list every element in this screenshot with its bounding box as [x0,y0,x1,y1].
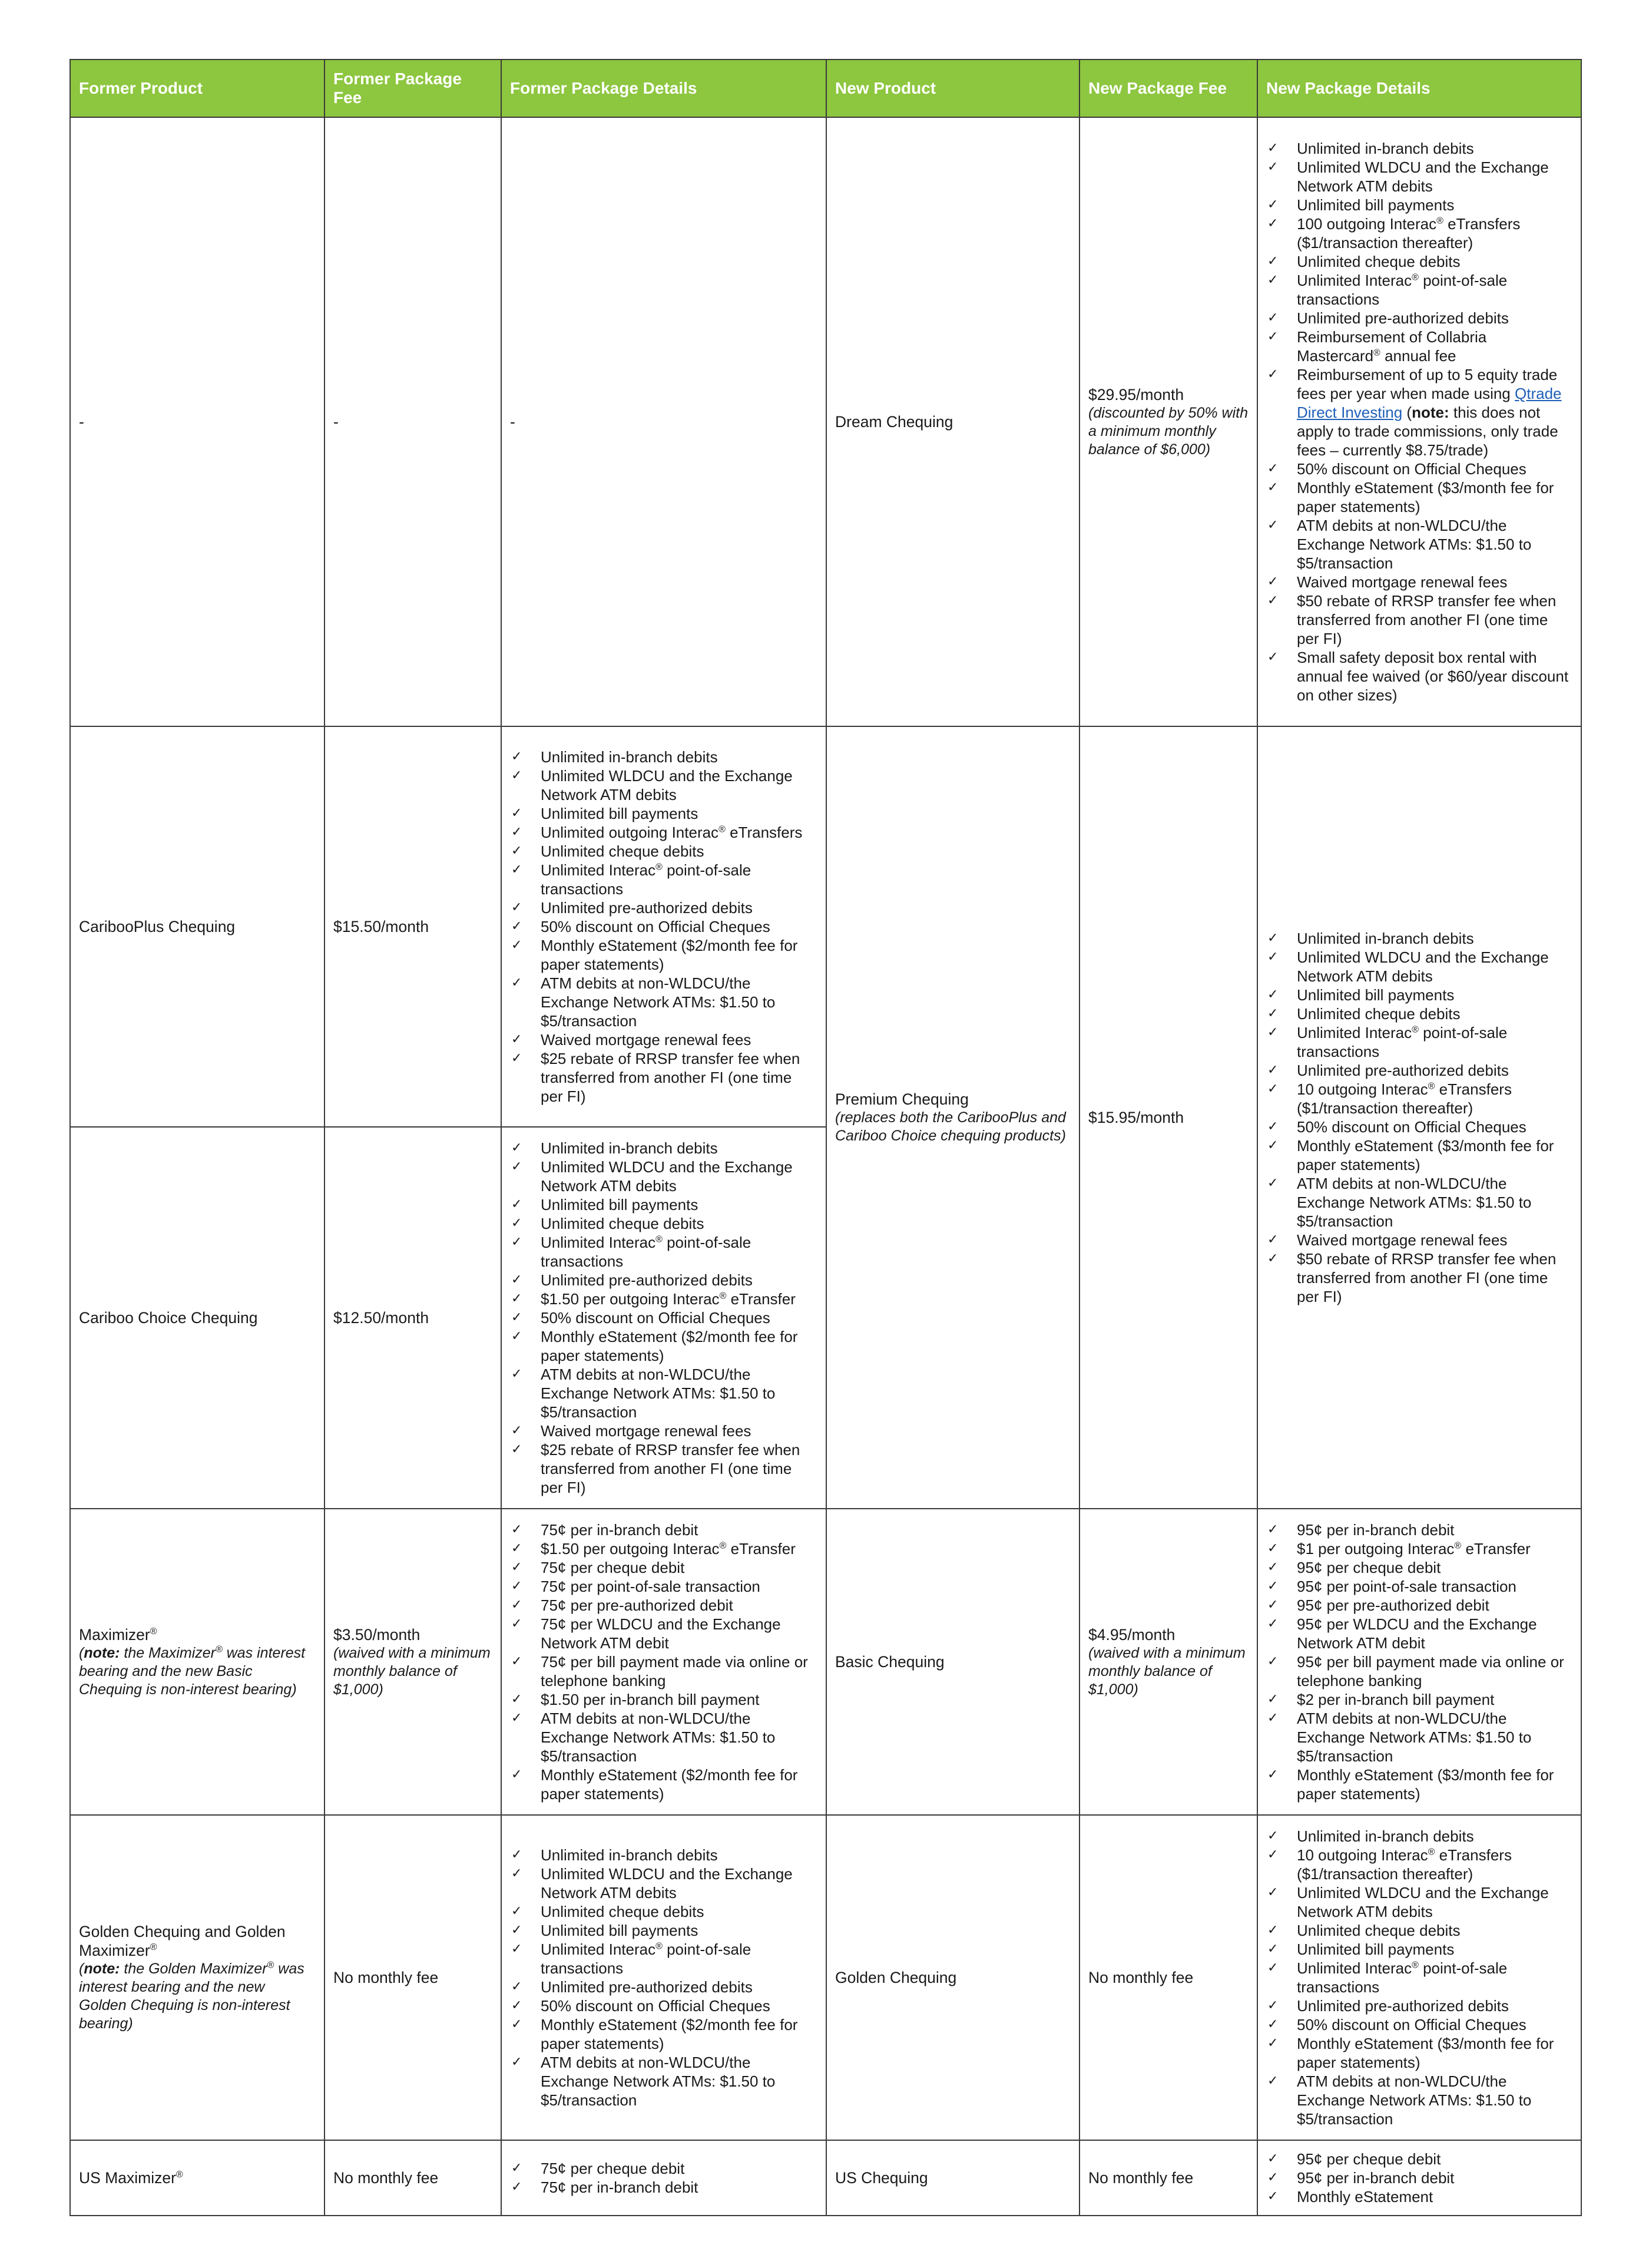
checklist-item: ✓ 10 outgoing Interac® eTransfers ($1/transaction thereafter) [1266,1846,1572,1883]
header-new-details: New Package Details [1257,59,1581,117]
checklist-item: ✓ ATM debits at non-WLDCU/the Exchange Network ATMs: $1.50 to $5/transaction [1266,1709,1572,1766]
former-details [501,2140,826,2216]
checklist-item: ✓ Unlimited cheque debits [1266,252,1572,271]
former-product: Cariboo Choice Chequing [70,1127,324,1509]
checklist-item: ✓ Unlimited pre-authorized debits [510,1271,817,1290]
checklist-item: ✓ 75¢ per in-branch debit [510,2178,817,2197]
new-product: Dream Chequing [826,117,1080,726]
header-new-product: New Product [826,59,1080,117]
package-comparison-table [69,59,1582,2216]
new-fee: $15.95/month [1080,726,1257,1509]
checklist-item: ✓ 100 outgoing Interac® eTransfers ($1/transaction thereafter) [1266,214,1572,252]
checklist-item: ✓ $1.50 per in-branch bill payment [510,1690,817,1709]
checklist-item: ✓ Unlimited WLDCU and the Exchange Network ATM debits [1266,1883,1572,1921]
new-details [1257,1509,1581,1815]
checklist-item: ✓ ATM debits at non-WLDCU/the Exchange Network ATMs: $1.50 to $5/transaction [1266,2072,1572,2128]
checklist-item: ✓ $25 rebate of RRSP transfer fee when transferred from another FI (one time per FI) [510,1440,817,1497]
checklist-item: ✓ Waived mortgage renewal fees [510,1421,817,1440]
checklist-item: ✓ Unlimited cheque debits [510,842,817,861]
new-product-name: Premium Chequing [835,1090,969,1108]
checklist-item: ✓ Unlimited bill payments [1266,986,1572,1004]
checklist-item: ✓ Monthly eStatement ($3/month fee for paper statements) [1266,2034,1572,2072]
checklist-item: ✓ 75¢ per in-branch debit [510,1520,817,1539]
former-product [70,1509,324,1815]
checklist-item: ✓ Monthly eStatement ($3/month fee for paper statements) [1266,478,1572,516]
new-details [1257,2140,1581,2216]
checklist-item: ✓ Monthly eStatement [1266,2187,1572,2206]
checklist-item: ✓ Unlimited in-branch debits [510,1139,817,1158]
checklist-item: ✓ $50 rebate of RRSP transfer fee when transferred from another FI (one time per FI) [1266,591,1572,648]
former-product-name: Golden Chequing and Golden Maximizer® [79,1923,286,1959]
table-row [70,726,1581,1127]
new-fee [1080,117,1257,726]
former-product-note: (note: the Golden Maximizer® was interest bearing and the new Golden Chequing is non-interest bearing) [79,1960,304,2032]
checklist-item: ✓ 50% discount on Official Cheques [510,1996,817,2015]
checklist-item: ✓ Unlimited pre-authorized debits [1266,1061,1572,1080]
checklist-item: ✓ Unlimited in-branch debits [1266,139,1572,158]
checklist-item: ✓ Unlimited WLDCU and the Exchange Network ATM debits [510,1864,817,1902]
checklist-item: ✓ 50% discount on Official Cheques [510,917,817,936]
checklist-item: ✓ ATM debits at non-WLDCU/the Exchange Network ATMs: $1.50 to $5/transaction [510,974,817,1030]
checklist-item: ✓ 75¢ per cheque debit [510,2159,817,2178]
details-list [510,1520,817,1803]
former-fee: $12.50/month [324,1127,501,1509]
checklist-item: ✓ 50% discount on Official Cheques [510,1308,817,1327]
checklist-item: ✓ Reimbursement of up to 5 equity trade fees per year when made using Qtrade Direct Investing (note: this does not apply to trade commissions, only trade fees – currently $8.75/trade) [1266,365,1572,459]
checklist-item: ✓ Unlimited in-branch debits [1266,1827,1572,1846]
checklist-item: ✓ 75¢ per WLDCU and the Exchange Network ATM debit [510,1615,817,1652]
former-product [70,1815,324,2140]
details-list [510,1139,817,1497]
former-details [501,1509,826,1815]
checklist-item: ✓ 95¢ per in-branch debit [1266,2168,1572,2187]
new-fee-amount: $29.95/month [1088,385,1184,404]
former-product: US Maximizer® [70,2140,324,2216]
details-list [510,748,817,1106]
checklist-item: ✓ $1.50 per outgoing Interac® eTransfer [510,1290,817,1308]
details-list [510,2159,817,2197]
checklist-item: ✓ Waived mortgage renewal fees [1266,1231,1572,1249]
former-product-name: Maximizer® [79,1625,157,1644]
checklist-item: ✓ Unlimited bill payments [1266,1940,1572,1959]
details-list [510,1846,817,2110]
details-list [1266,2150,1572,2206]
checklist-item: ✓ Waived mortgage renewal fees [1266,573,1572,591]
checklist-item: ✓ $50 rebate of RRSP transfer fee when transferred from another FI (one time per FI) [1266,1249,1572,1306]
checklist-item: ✓ Unlimited pre-authorized debits [1266,1996,1572,2015]
checklist-item: ✓ 50% discount on Official Cheques [1266,459,1572,478]
checklist-item: ✓ Monthly eStatement ($2/month fee for paper statements) [510,936,817,974]
checklist-item: ✓ Monthly eStatement ($2/month fee for paper statements) [510,1766,817,1803]
checklist-item: ✓ 75¢ per pre-authorized debit [510,1596,817,1615]
checklist-item: ✓ Monthly eStatement ($3/month fee for paper statements) [1266,1136,1572,1174]
table-row [70,1815,1581,2140]
new-fee-amount: $4.95/month [1088,1625,1176,1644]
checklist-item: ✓ $1 per outgoing Interac® eTransfer [1266,1539,1572,1558]
checklist-item: ✓ 95¢ per point-of-sale transaction [1266,1577,1572,1596]
former-details [501,1815,826,2140]
details-list [1266,1520,1572,1803]
checklist-item: ✓ 50% discount on Official Cheques [1266,2015,1572,2034]
checklist-item: ✓ ATM debits at non-WLDCU/the Exchange Network ATMs: $1.50 to $5/transaction [1266,1174,1572,1231]
checklist-item: ✓ Small safety deposit box rental with annual fee waived (or $60/year discount on other sizes) [1266,648,1572,705]
checklist-item: ✓ Unlimited bill payments [1266,196,1572,214]
checklist-item: ✓ 75¢ per bill payment made via online or telephone banking [510,1652,817,1690]
former-product: CaribooPlus Chequing [70,726,324,1127]
checklist-item: ✓ Unlimited bill payments [510,1921,817,1940]
new-details [1257,726,1581,1509]
checklist-item: ✓ Unlimited in-branch debits [510,1846,817,1864]
former-fee [324,1509,501,1815]
header-new-fee: New Package Fee [1080,59,1257,117]
checklist-item: ✓ Unlimited Interac® point-of-sale transactions [1266,1023,1572,1061]
new-fee-note: (waived with a minimum monthly balance of $1,000) [1088,1644,1246,1698]
checklist-item: ✓ Unlimited Interac® point-of-sale transactions [510,861,817,898]
checklist-item: ✓ Unlimited WLDCU and the Exchange Network ATM debits [1266,948,1572,986]
new-details [1257,1815,1581,2140]
checklist-item: ✓ Unlimited pre-authorized debits [510,898,817,917]
checklist-item: ✓ Unlimited outgoing Interac® eTransfers [510,823,817,842]
checklist-item: ✓ 50% discount on Official Cheques [1266,1118,1572,1136]
checklist-item: ✓ Unlimited in-branch debits [1266,929,1572,948]
checklist-item: ✓ ATM debits at non-WLDCU/the Exchange Network ATMs: $1.50 to $5/transaction [510,2053,817,2110]
checklist-item: ✓ Monthly eStatement ($2/month fee for paper statements) [510,1327,817,1365]
new-fee: No monthly fee [1080,1815,1257,2140]
checklist-item: ✓ Unlimited WLDCU and the Exchange Network ATM debits [510,1158,817,1195]
checklist-item: ✓ ATM debits at non-WLDCU/the Exchange Network ATMs: $1.50 to $5/transaction [510,1709,817,1766]
checklist-item: ✓ 10 outgoing Interac® eTransfers ($1/transaction thereafter) [1266,1080,1572,1118]
checklist-item: ✓ Unlimited cheque debits [1266,1921,1572,1940]
checklist-item: ✓ Unlimited WLDCU and the Exchange Network ATM debits [1266,158,1572,196]
checklist-item: ✓ ATM debits at non-WLDCU/the Exchange Network ATMs: $1.50 to $5/transaction [510,1365,817,1421]
new-product-note: (replaces both the CaribooPlus and Cariboo Choice chequing products) [835,1109,1066,1144]
former-product-note: (note: the Maximizer® was interest bearing and the new Basic Chequing is non-interest bearing) [79,1644,306,1698]
checklist-item: ✓ $25 rebate of RRSP transfer fee when transferred from another FI (one time per FI) [510,1049,817,1106]
checklist-item: ✓ Unlimited WLDCU and the Exchange Network ATM debits [510,766,817,804]
former-fee-amount: $3.50/month [333,1625,420,1644]
new-product [826,726,1080,1509]
former-fee-note: (waived with a minimum monthly balance of $1,000) [333,1644,491,1698]
details-list [1266,929,1572,1306]
checklist-item: ✓ Monthly eStatement ($2/month fee for paper statements) [510,2015,817,2053]
table-row [70,117,1581,726]
checklist-item: ✓ Monthly eStatement ($3/month fee for paper statements) [1266,1766,1572,1803]
checklist-item: ✓ Unlimited in-branch debits [510,748,817,766]
new-details [1257,117,1581,726]
checklist-item: ✓ Unlimited Interac® point-of-sale transactions [510,1233,817,1271]
former-fee: - [324,117,501,726]
checklist-item: ✓ 95¢ per WLDCU and the Exchange Network ATM debit [1266,1615,1572,1652]
checklist-item: ✓ Unlimited bill payments [510,1195,817,1214]
checklist-item: ✓ 95¢ per cheque debit [1266,1558,1572,1577]
former-details: - [501,117,826,726]
checklist-item: ✓ Unlimited bill payments [510,804,817,823]
checklist-item: ✓ 95¢ per bill payment made via online or telephone banking [1266,1652,1572,1690]
header-former-fee: Former Package Fee [324,59,501,117]
table-row [70,1509,1581,1815]
checklist-item: ✓ Unlimited Interac® point-of-sale transactions [510,1940,817,1978]
checklist-item: ✓ 75¢ per point-of-sale transaction [510,1577,817,1596]
new-product: US Chequing [826,2140,1080,2216]
former-product: - [70,117,324,726]
former-details [501,1127,826,1509]
table-row [70,2140,1581,2216]
details-list [1266,139,1572,705]
checklist-item: ✓ 75¢ per cheque debit [510,1558,817,1577]
new-fee-note: (discounted by 50% with a minimum monthly balance of $6,000) [1088,404,1248,458]
checklist-item: ✓ 95¢ per pre-authorized debit [1266,1596,1572,1615]
checklist-item: ✓ Unlimited cheque debits [510,1902,817,1921]
checklist-item: ✓ Unlimited Interac® point-of-sale transactions [1266,271,1572,309]
checklist-item: ✓ $2 per in-branch bill payment [1266,1690,1572,1709]
details-list [1266,1827,1572,2128]
header-former-details: Former Package Details [501,59,826,117]
table-header-row [70,59,1581,117]
new-product: Golden Chequing [826,1815,1080,2140]
new-fee [1080,1509,1257,1815]
checklist-item: ✓ Unlimited cheque debits [510,1214,817,1233]
former-fee: No monthly fee [324,2140,501,2216]
former-details [501,726,826,1127]
new-product: Basic Chequing [826,1509,1080,1815]
new-fee: No monthly fee [1080,2140,1257,2216]
checklist-item: ✓ Reimbursement of Collabria Mastercard® annual fee [1266,328,1572,365]
checklist-item: ✓ 95¢ per cheque debit [1266,2150,1572,2168]
checklist-item: ✓ Waived mortgage renewal fees [510,1030,817,1049]
checklist-item: ✓ Unlimited Interac® point-of-sale transactions [1266,1959,1572,1996]
qtrade-link[interactable]: Qtrade Direct Investing [1297,385,1562,421]
former-fee: No monthly fee [324,1815,501,2140]
checklist-item: ✓ 95¢ per in-branch debit [1266,1520,1572,1539]
checklist-item: ✓ ATM debits at non-WLDCU/the Exchange Network ATMs: $1.50 to $5/transaction [1266,516,1572,573]
checklist-item: ✓ Unlimited cheque debits [1266,1004,1572,1023]
checklist-item: ✓ Unlimited pre-authorized debits [510,1978,817,1996]
header-former-product: Former Product [70,59,324,117]
checklist-item: ✓ Unlimited pre-authorized debits [1266,309,1572,328]
former-fee: $15.50/month [324,726,501,1127]
checklist-item: ✓ $1.50 per outgoing Interac® eTransfer [510,1539,817,1558]
